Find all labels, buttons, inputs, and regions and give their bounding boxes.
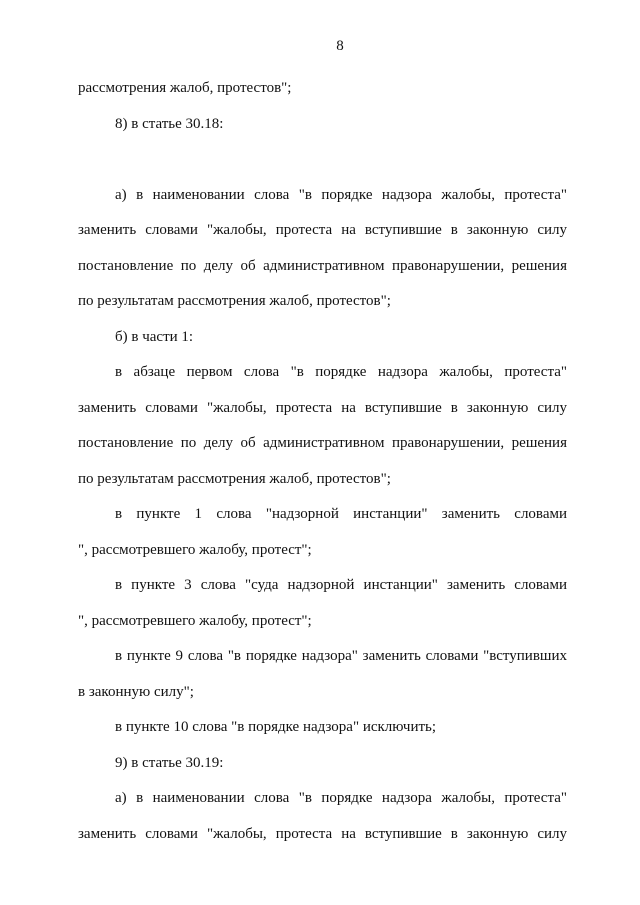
text-line: заменить словами "жалобы, протеста на вступившие в законную силу <box>78 399 567 416</box>
text-line: по результатам рассмотрения жалоб, протестов"; <box>78 470 391 487</box>
text-line: а) в наименовании слова "в порядке надзора жалобы, протеста" <box>115 790 567 806</box>
paragraph <box>78 178 567 320</box>
paragraph <box>78 355 567 497</box>
paragraph <box>78 107 567 143</box>
text-line: ", рассмотревшего жалобу, протест"; <box>78 612 312 629</box>
text-line: постановление по делу об административном правонарушении, решения <box>78 435 567 451</box>
document-body <box>78 71 567 852</box>
paragraph <box>78 71 567 107</box>
text-line: 9) в статье 30.19: <box>115 754 224 771</box>
paragraph <box>78 639 567 710</box>
text-line: в пункте 10 слова "в порядке надзора" исключить; <box>115 719 437 735</box>
text-line: заменить словами "жалобы, протеста на вступившие в законную силу <box>78 222 567 238</box>
text-line: в законную силу"; <box>78 683 194 700</box>
text-line: ", рассмотревшего жалобу, протест"; <box>78 541 312 558</box>
text-line: постановление по делу об административном правонарушении, решения <box>78 257 567 274</box>
text-line: рассмотрения жалоб, протестов"; <box>78 80 292 96</box>
text-line: а) в наименовании слова "в порядке надзора жалобы, протеста" <box>115 186 567 203</box>
text-line: по результатам рассмотрения жалоб, протестов"; <box>78 293 391 309</box>
text-line: 8) в статье 30.18: <box>115 115 224 132</box>
paragraph <box>78 781 567 852</box>
page-number: 8 <box>336 38 344 54</box>
text-line: в пункте 1 слова "надзорной инстанции" заменить словами <box>115 506 567 522</box>
paragraph <box>78 710 567 746</box>
text-line: в пункте 9 слова "в порядке надзора" заменить словами "вступивших <box>115 648 567 664</box>
paragraph <box>78 320 567 356</box>
text-line: в абзаце первом слова "в порядке надзора жалобы, протеста" <box>115 364 567 380</box>
text-line: б) в части 1: <box>115 328 194 345</box>
paragraph <box>78 568 567 639</box>
text-line: в пункте 3 слова "суда надзорной инстанции" заменить словами <box>115 577 567 593</box>
text-line: заменить словами "жалобы, протеста на вступившие в законную силу <box>78 825 567 842</box>
paragraph <box>78 746 567 782</box>
paragraph <box>78 497 567 568</box>
